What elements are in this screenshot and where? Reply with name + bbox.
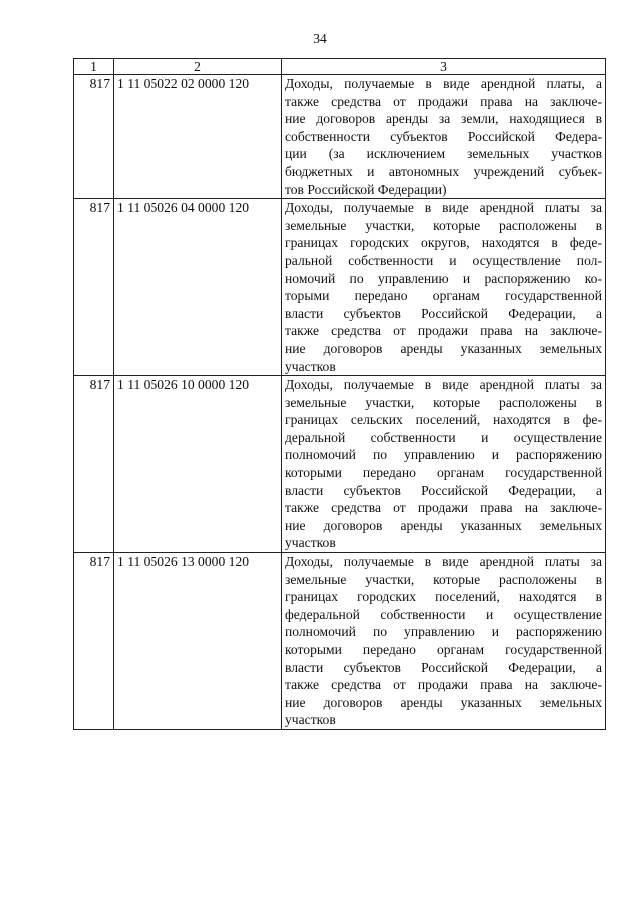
kbk-code-cell: 1 11 05026 10 0000 120: [114, 376, 282, 553]
description-line: собственности субъектов Российской Федера-: [285, 128, 602, 144]
admin-code-cell: 817: [74, 199, 114, 376]
table-row: [74, 553, 606, 730]
description-line: полномочий по управлению и распоряжению: [285, 447, 602, 463]
description-line: которыми передано органам государственной: [285, 642, 602, 657]
description-line: ции (за исключением земельных участков: [285, 146, 602, 162]
kbk-code-cell: 1 11 05026 04 0000 120: [114, 199, 282, 376]
admin-code-cell: 817: [74, 553, 114, 730]
description-line: ральной собственности и осуществление пол-: [285, 252, 602, 268]
description-line: границах городских поселений, находятся в: [285, 589, 602, 605]
description-line: границах городских округов, находятся в феде-: [285, 235, 602, 251]
table-header-row: [74, 59, 606, 75]
kbk-code-cell: 1 11 05026 13 0000 120: [114, 553, 282, 730]
description-line: участков: [285, 712, 336, 728]
description-line: номочий по управлению и распоряжению ко-: [285, 270, 602, 286]
description-line: Доходы, получаемые в виде арендной платы за: [285, 554, 602, 570]
description-line: бюджетных и автономных учреждений субъек-: [285, 163, 602, 179]
description-line: также средства от продажи права на заключе-: [285, 93, 602, 109]
description-line: ние договоров аренды за земли, находящиеся в: [285, 111, 602, 127]
description-line: Доходы, получаемые в виде арендной платы, а: [285, 76, 602, 91]
description-line: ние договоров аренды указанных земельных: [285, 694, 602, 710]
description-line: земельные участки, которые расположены в: [285, 394, 602, 410]
budget-codes-table: [73, 58, 606, 730]
description-line: также средства от продажи права на заключе-: [285, 677, 602, 693]
description-cell: [282, 376, 606, 553]
description-line: которыми передано органам государственной: [285, 465, 602, 481]
description-line: Доходы, получаемые в виде арендной платы за: [285, 200, 602, 216]
table-row: [74, 75, 606, 199]
description-line: также средства от продажи права на заключе-: [285, 323, 602, 339]
page-number: 34: [313, 31, 327, 46]
admin-code-cell: 817: [74, 75, 114, 199]
description-line: ние договоров аренды указанных земельных: [285, 340, 602, 356]
description-line: власти субъектов Российской Федерации, а: [285, 305, 602, 321]
description-line: полномочий по управлению и распоряжению: [285, 624, 602, 640]
description-line: участков: [285, 535, 336, 551]
admin-code-cell: 817: [74, 376, 114, 553]
description-line: участков: [285, 358, 336, 374]
description-line: также средства от продажи права на заключе-: [285, 500, 602, 516]
description-line: границах сельских поселений, находятся в фе-: [285, 412, 602, 428]
description-line: Доходы, получаемые в виде арендной платы за: [285, 377, 602, 393]
table-body: [74, 75, 606, 730]
description-line: земельные участки, которые расположены в: [285, 571, 602, 587]
description-line: тов Российской Федерации): [285, 181, 447, 197]
description-cell: [282, 75, 606, 199]
description-cell: [282, 553, 606, 730]
description-line: ние договоров аренды указанных земельных: [285, 517, 602, 533]
description-line: деральной собственности и осуществление: [285, 429, 602, 445]
description-line: торыми передано органам государственной: [285, 288, 602, 304]
description-line: власти субъектов Российской Федерации, а: [285, 482, 602, 498]
description-line: власти субъектов Российской Федерации, а: [285, 659, 602, 675]
table-row: [74, 199, 606, 376]
column-header-2: 2: [114, 59, 282, 75]
description-line: федеральной собственности и осуществление: [285, 606, 602, 622]
column-header-3: 3: [282, 59, 606, 75]
column-header-1: 1: [74, 59, 114, 75]
table-row: [74, 376, 606, 553]
description-line: земельные участки, которые расположены в: [285, 217, 602, 233]
description-cell: [282, 199, 606, 376]
kbk-code-cell: 1 11 05022 02 0000 120: [114, 75, 282, 199]
